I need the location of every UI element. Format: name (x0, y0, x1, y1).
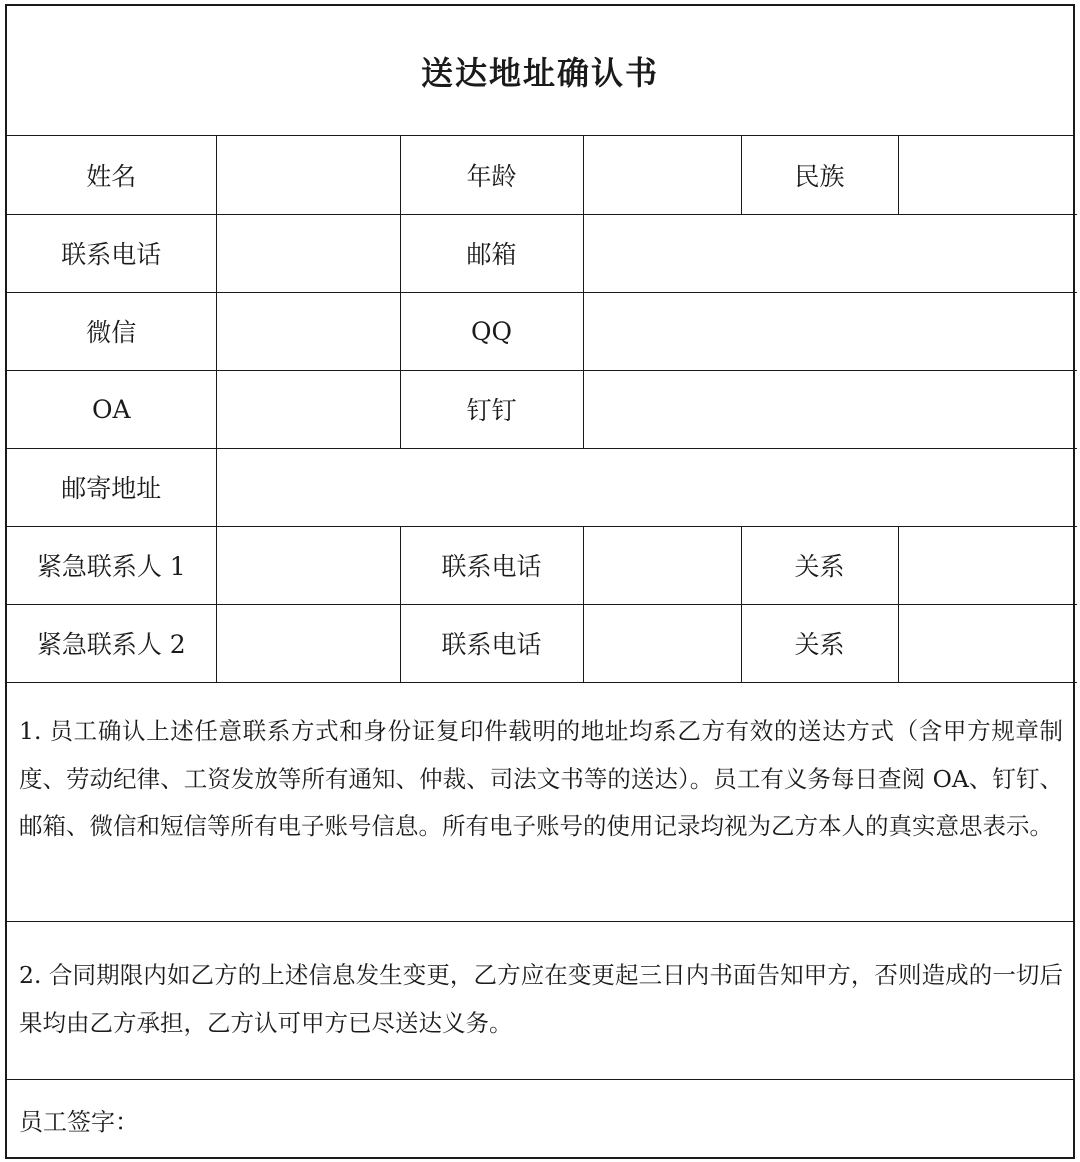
emergency-contact-1-phone-field[interactable] (583, 526, 741, 604)
form-title: 送达地址确认书 (7, 6, 1073, 136)
emergency-contact-2-label: 紧急联系人 2 (7, 604, 216, 682)
phone-label: 联系电话 (7, 214, 216, 292)
delivery-address-confirmation-form (5, 4, 1075, 1159)
employee-signature[interactable] (7, 1080, 1073, 1157)
emergency-contact-1-label: 紧急联系人 1 (7, 526, 216, 604)
table-row (7, 214, 1077, 292)
wechat-label: 微信 (7, 292, 216, 370)
email-field[interactable] (583, 214, 1077, 292)
name-field[interactable] (216, 136, 400, 214)
table-row (7, 604, 1077, 682)
table-row (7, 448, 1077, 526)
emergency-contact-2-phone-field[interactable] (583, 604, 741, 682)
dingtalk-label: 钉钉 (400, 370, 583, 448)
emergency-contact-2-relation-label: 关系 (741, 604, 898, 682)
table-row (7, 370, 1077, 448)
emergency-contact-1-phone-label: 联系电话 (400, 526, 583, 604)
qq-label: QQ (400, 292, 583, 370)
phone-field[interactable] (216, 214, 400, 292)
emergency-contact-2-phone-label: 联系电话 (400, 604, 583, 682)
info-table (7, 136, 1077, 683)
table-row (7, 292, 1077, 370)
mail-address-field[interactable] (216, 448, 1077, 526)
wechat-field[interactable] (216, 292, 400, 370)
emergency-contact-2-relation-field[interactable] (898, 604, 1077, 682)
age-label: 年龄 (400, 136, 583, 214)
age-field[interactable] (583, 136, 741, 214)
oa-field[interactable] (216, 370, 400, 448)
oa-label: OA (7, 370, 216, 448)
email-label: 邮箱 (400, 214, 583, 292)
clause-1: 1. 员工确认上述任意联系方式和身份证复印件载明的地址均系乙方有效的送达方式（含甲方规章制度、劳动纪律、工资发放等所有通知、仲裁、司法文书等的送达）。员工有义务每日查阅 OA、钉钉、邮箱、微信和短信等所有电子账号信息。所有电子账号的使用记录均视为乙方本人的真实意思表示。 (7, 686, 1073, 922)
table-row (7, 526, 1077, 604)
signature-label: 员工签字： (19, 1108, 139, 1136)
emergency-contact-1-relation-label: 关系 (741, 526, 898, 604)
name-label: 姓名 (7, 136, 216, 214)
qq-field[interactable] (583, 292, 1077, 370)
table-row (7, 136, 1077, 214)
ethnicity-label: 民族 (741, 136, 898, 214)
clause-2: 2. 合同期限内如乙方的上述信息发生变更，乙方应在变更起三日内书面告知甲方，否则造成的一切后果均由乙方承担，乙方认可甲方已尽送达义务。 (7, 922, 1073, 1080)
emergency-contact-1-relation-field[interactable] (898, 526, 1077, 604)
dingtalk-field[interactable] (583, 370, 1077, 448)
emergency-contact-2-field[interactable] (216, 604, 400, 682)
mail-address-label: 邮寄地址 (7, 448, 216, 526)
ethnicity-field[interactable] (898, 136, 1077, 214)
emergency-contact-1-field[interactable] (216, 526, 400, 604)
